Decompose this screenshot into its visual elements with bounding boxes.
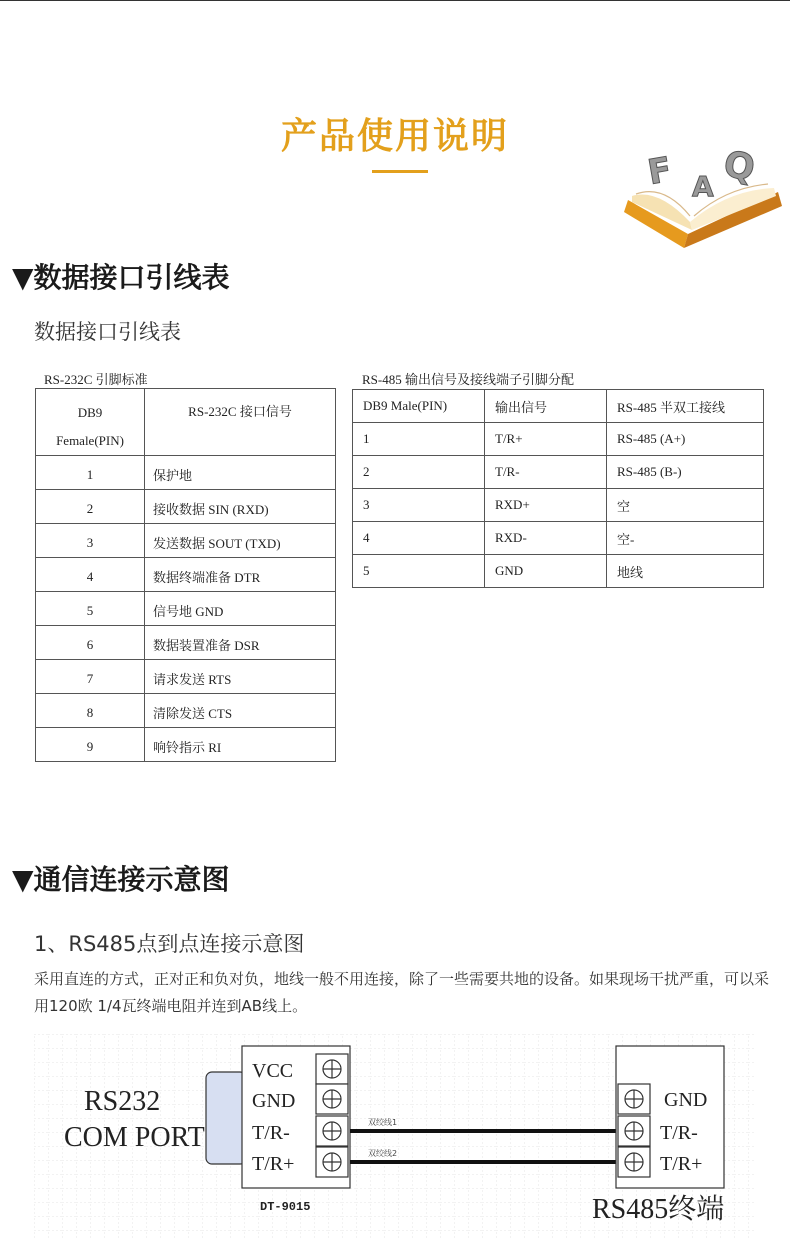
header-cell: RS-485 半双工接线 [607,390,764,423]
device-name: DT-9015 [260,1200,311,1214]
top-rule [0,0,790,1]
signal-cell: RXD- [485,522,607,555]
table-row [36,694,336,728]
pin-header-line1: DB9 [77,405,103,420]
table-row [36,456,336,490]
pin-cell: 3 [36,524,145,558]
wiring-cell: 地线 [607,555,764,588]
faq-book-icon [618,130,786,258]
signal-cell: 清除发送 CTS [145,694,336,728]
table-header-row [353,390,764,423]
device-terminal-vcc [316,1054,348,1084]
table-row [36,660,336,694]
rs232-label-line1: RS232 [84,1086,161,1117]
pin-cell: 1 [36,456,145,490]
signal-cell: 请求发送 RTS [145,660,336,694]
rs232-pin-table [35,388,336,762]
pin-cell: 7 [36,660,145,694]
signal-cell: 信号地 GND [145,592,336,626]
device-terminal-gnd [316,1084,348,1114]
table-header-row [36,389,336,456]
section-subtitle-connection: 1、RS485点到点连接示意图 [34,932,305,956]
table-row [353,456,764,489]
terminal-tr-plus [618,1147,650,1177]
pin-cell: 9 [36,728,145,762]
rs232-table-caption: RS-232C 引脚标准 [44,372,148,387]
device-label-tr-plus: T/R+ [252,1153,295,1175]
terminal-label-gnd: GND [664,1089,708,1111]
device-label-tr-minus: T/R- [252,1122,290,1144]
table-row [353,423,764,456]
pin-header-cell [36,389,145,456]
wiring-cell: 空 [607,489,764,522]
rs485-wiring-diagram [34,1034,756,1240]
signal-cell: T/R+ [485,423,607,456]
pin-cell: 2 [36,490,145,524]
header-cell: DB9 Male(PIN) [353,390,485,423]
wiring-cell: RS-485 (B-) [607,456,764,489]
table-row [353,489,764,522]
signal-cell: T/R- [485,456,607,489]
wire-1-label: 双绞线1 [368,1118,398,1127]
table-row [36,728,336,762]
wiring-cell: RS-485 (A+) [607,423,764,456]
signal-cell: 发送数据 SOUT (TXD) [145,524,336,558]
signal-cell: RXD+ [485,489,607,522]
section-subtitle-pinout: 数据接口引线表 [34,320,181,344]
table-row [36,592,336,626]
signal-cell: 数据装置准备 DSR [145,626,336,660]
terminal-tr-minus [618,1116,650,1146]
table-row [36,524,336,558]
faq-letter-q: Q [720,143,758,190]
table-row [353,555,764,588]
wiring-cell: 空- [607,522,764,555]
device-label-gnd: GND [252,1090,296,1112]
pin-cell: 1 [353,423,485,456]
section-heading-pinout: ▼数据接口引线表 [12,261,230,294]
connection-description: 采用直连的方式，正对正和负对负，地线一般不用连接，除了一些需要共地的设备。如果现场干扰严重，可以采用120欧 1/4瓦终端电阻并连到AB线上。 [34,970,770,1015]
rs485-terminal-name: RS485终端 [592,1194,725,1225]
page-title: 产品使用说明 [280,116,509,157]
rs485-table-caption: RS-485 输出信号及接线端子引脚分配 [362,372,574,387]
terminal-label-tr-minus: T/R- [660,1122,698,1144]
signal-cell: GND [485,555,607,588]
pin-cell: 8 [36,694,145,728]
pin-cell: 5 [36,592,145,626]
db9-connector [206,1072,246,1164]
terminal-gnd [618,1084,650,1114]
pin-cell: 3 [353,489,485,522]
pin-cell: 5 [353,555,485,588]
table-row [36,490,336,524]
section-heading-connection: ▼通信连接示意图 [12,863,230,896]
pin-cell: 4 [353,522,485,555]
rs232-label-line2: COM PORT [64,1122,205,1153]
device-label-vcc: VCC [252,1060,294,1082]
signal-cell: 接收数据 SIN (RXD) [145,490,336,524]
pin-cell: 2 [353,456,485,489]
table-row [36,558,336,592]
pin-header-line2: Female(PIN) [56,433,124,448]
header-cell: 输出信号 [485,390,607,423]
title-underline [372,170,428,173]
terminal-label-tr-plus: T/R+ [660,1153,703,1175]
rs485-pin-table [352,389,764,588]
table-row [353,522,764,555]
signal-header-cell: RS-232C 接口信号 [145,389,336,456]
signal-cell: 响铃指示 RI [145,728,336,762]
signal-cell: 保护地 [145,456,336,490]
faq-letter-a: A [692,170,714,203]
pin-cell: 6 [36,626,145,660]
device-terminal-tr-plus [316,1147,348,1177]
pin-cell: 4 [36,558,145,592]
wire-2-label: 双绞线2 [368,1149,398,1158]
table-row [36,626,336,660]
signal-cell: 数据终端准备 DTR [145,558,336,592]
faq-letter-f: F [644,149,675,194]
device-terminal-tr-minus [316,1116,348,1146]
